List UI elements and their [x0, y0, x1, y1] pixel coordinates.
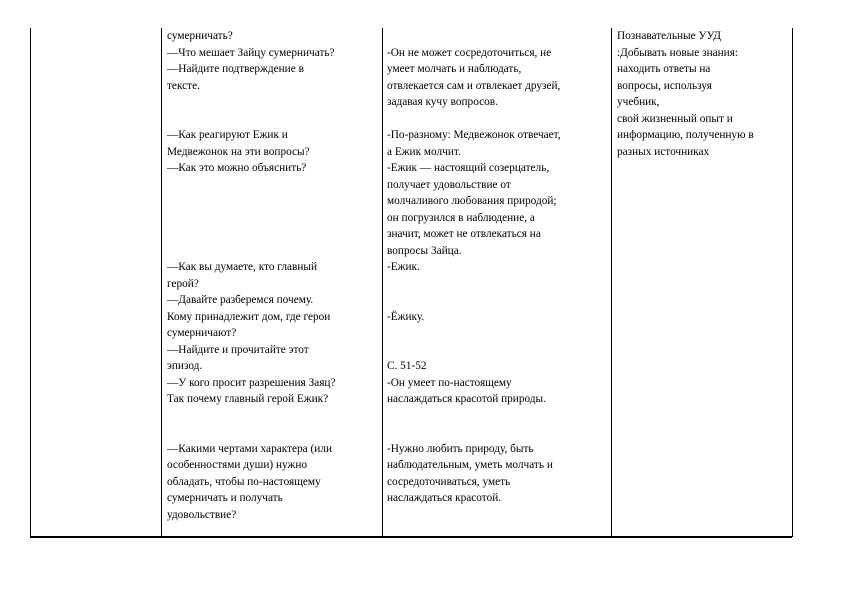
text-line: —Какими чертами характера (или [167, 442, 332, 455]
text-line: наслаждаться красотой природы. [387, 393, 546, 405]
text-line: особенностями души) нужно [167, 459, 308, 471]
text-line: учебник, [617, 96, 660, 108]
text-line: —Найдите подтверждение в [167, 63, 304, 75]
text-line: получает удовольствие от [387, 178, 511, 191]
text-line: он погрузился в наблюдение, а [387, 211, 535, 224]
learning-skills-column [617, 28, 789, 160]
text-line: разных источниках [617, 145, 710, 158]
text-line: герой? [167, 277, 199, 290]
text-line: С. 51-52 [387, 360, 427, 372]
text-line: сумерничают? [167, 327, 237, 339]
text-line: Так почему главный герой Ежик? [167, 393, 329, 405]
text-line: вопросы, используя [617, 79, 712, 92]
text-line: тексте. [167, 79, 200, 92]
text-line: :Добывать новые знания: [617, 46, 739, 59]
text-line: вопросы Зайца. [387, 244, 462, 257]
text-line: —Как это можно объяснить? [167, 162, 307, 174]
text-line: молчаливого любования природой; [387, 195, 557, 207]
text-line: -По-разному: Медвежонок отвечает, [387, 129, 561, 141]
text-line: —Давайте разберемся почему. [167, 294, 314, 306]
text-line: эпизод. [167, 360, 203, 372]
text-line: сумерничать и получать [167, 492, 283, 504]
text-line: сумерничать? [167, 30, 233, 42]
table-divider-2 [382, 28, 383, 537]
text-line: -Он умеет по-настоящему [387, 376, 512, 389]
text-line: обладать, чтобы по-настоящему [167, 475, 321, 488]
text-line: —Как реагируют Ежик и [167, 129, 288, 141]
text-line: наслаждаться красотой. [387, 492, 502, 504]
text-line: Медвежонок на эти вопросы? [167, 145, 310, 158]
text-line: значит, может не отвлекаться на [387, 228, 541, 240]
text-line: задавая кучу вопросов. [387, 96, 498, 108]
text-line: Кому принадлежит дом, где герои [167, 310, 331, 323]
text-line: -Нужно любить природу, быть [387, 442, 534, 455]
text-line: свой жизненный опыт и [617, 112, 733, 125]
table-border-left [30, 28, 31, 537]
table-border-bottom [30, 536, 792, 538]
text-line: а Ежик молчит. [387, 145, 461, 158]
text-line: -Ежик. [387, 261, 420, 273]
text-line: удовольствие? [167, 508, 237, 521]
text-line: находить ответы на [617, 63, 711, 75]
text-line: —Найдите и прочитайте этот [167, 343, 309, 356]
text-line: —У кого просит разрешения Заяц? [167, 376, 336, 389]
text-line: —Как вы думаете, кто главный [167, 261, 318, 273]
text-line: —Что мешает Зайцу сумерничать? [167, 46, 335, 59]
table-divider-1 [161, 28, 162, 537]
student-answers-column [387, 28, 609, 507]
text-line: -Он не может сосредоточиться, не [387, 46, 552, 59]
text-line: наблюдательным, уметь молчать и [387, 459, 553, 471]
text-line: -Ёжику. [387, 310, 425, 323]
text-line: информацию, полученную в [617, 129, 754, 141]
text-line: сосредоточиваться, уметь [387, 475, 511, 488]
text-line: умеет молчать и наблюдать, [387, 63, 522, 75]
text-line: -Ежик — настоящий созерцатель, [387, 162, 550, 174]
text-line: Познавательные УУД [617, 30, 722, 42]
table-divider-3 [611, 28, 612, 537]
text-line: отвлекается сам и отвлекает друзей, [387, 79, 561, 92]
teacher-questions-column [167, 28, 379, 523]
table-border-right [792, 28, 793, 537]
